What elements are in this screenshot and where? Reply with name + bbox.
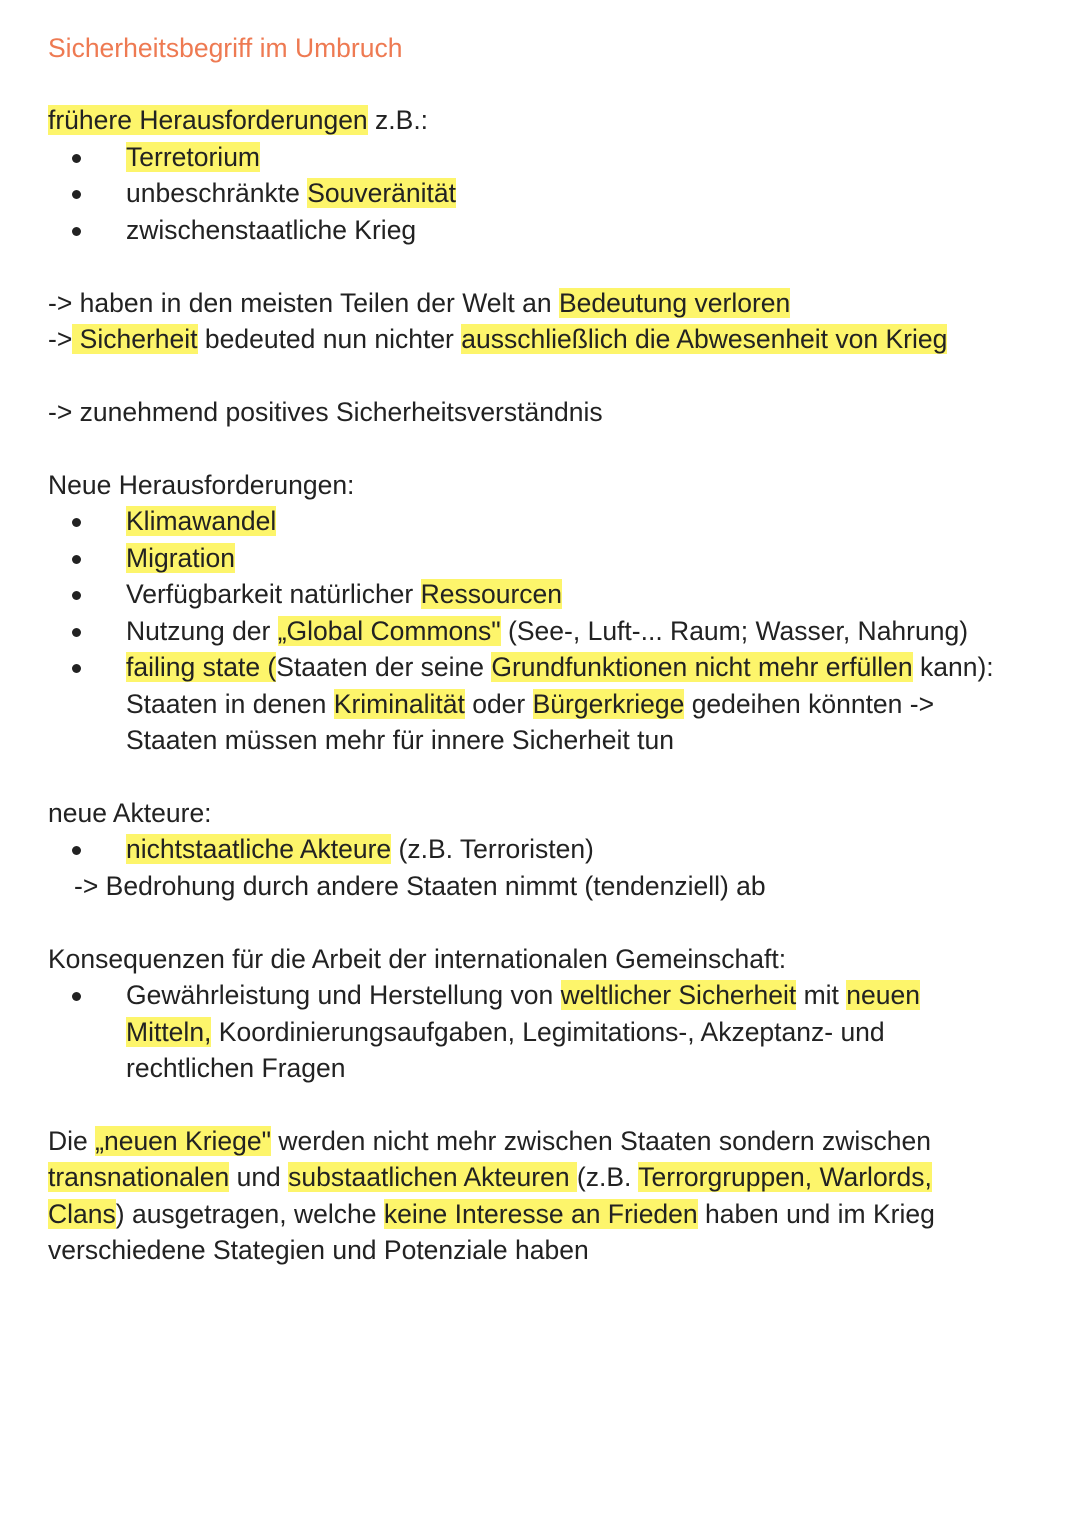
list-item bbox=[126, 139, 260, 175]
text: mit bbox=[796, 980, 847, 1010]
highlight: Clans bbox=[48, 1199, 116, 1229]
bullet-icon bbox=[72, 518, 81, 527]
highlight: Grundfunktionen nicht mehr erfüllen bbox=[491, 652, 913, 682]
text: Nutzung der bbox=[126, 616, 278, 646]
highlight: failing state ( bbox=[126, 652, 277, 682]
section-heading-neue-herausforderungen: Neue Herausforderungen: bbox=[48, 470, 355, 500]
text: Verfügbarkeit natürlicher bbox=[126, 579, 421, 609]
list-item bbox=[126, 540, 235, 576]
list-item bbox=[126, 649, 994, 685]
list-item-continuation bbox=[126, 1014, 885, 1050]
list-item bbox=[126, 977, 920, 1013]
text: -> haben in den meisten Teilen der Welt an bbox=[48, 288, 559, 318]
text: -> bbox=[48, 324, 73, 354]
list-item bbox=[126, 831, 594, 867]
highlight: Bedeutung verloren bbox=[558, 288, 791, 318]
list-item-continuation bbox=[126, 1050, 345, 1086]
paragraph-line bbox=[48, 1232, 589, 1268]
bullet-icon bbox=[72, 227, 81, 236]
bullet-icon bbox=[72, 628, 81, 637]
bullet-icon bbox=[72, 190, 81, 199]
text: ) ausgetragen, welche bbox=[115, 1199, 384, 1229]
highlight: Terrorgruppen, Warlords, bbox=[638, 1162, 932, 1192]
text: Staaten müssen mehr für innere Sicherheit tun bbox=[126, 725, 674, 755]
text: Staaten in denen bbox=[126, 689, 334, 719]
text: kann): bbox=[912, 652, 994, 682]
text: oder bbox=[464, 689, 533, 719]
bullet-icon bbox=[72, 591, 81, 600]
text: (z.B. Terroristen) bbox=[391, 834, 594, 864]
bullet-icon bbox=[72, 664, 81, 673]
paragraph-line bbox=[48, 1159, 932, 1195]
bullet-icon bbox=[72, 846, 81, 855]
arrow-line bbox=[48, 321, 947, 357]
highlight: weltlicher Sicherheit bbox=[560, 980, 797, 1010]
text: haben und im Krieg bbox=[697, 1199, 935, 1229]
highlight: transnationalen bbox=[48, 1162, 230, 1192]
bullet-icon bbox=[72, 992, 81, 1001]
text: gedeihen könnten -> bbox=[684, 689, 935, 719]
list-item-continuation bbox=[126, 722, 674, 758]
text: (z.B. bbox=[576, 1162, 639, 1192]
section-heading-neue-akteure: neue Akteure: bbox=[48, 798, 212, 828]
arrow-line bbox=[48, 394, 603, 430]
highlight: Souveränität bbox=[307, 178, 457, 208]
text: (See-, Luft-... Raum; Wasser, Nahrung) bbox=[500, 616, 969, 646]
text: Die bbox=[48, 1126, 96, 1156]
text: bedeuted nun nichter bbox=[197, 324, 462, 354]
page-title: Sicherheitsbegriff im Umbruch bbox=[48, 33, 403, 63]
list-item bbox=[126, 613, 968, 649]
list-item bbox=[126, 576, 562, 612]
highlight: substaatlichen Akteuren bbox=[288, 1162, 577, 1192]
list-item bbox=[126, 503, 276, 539]
text: unbeschränkte bbox=[126, 178, 308, 208]
section-heading-fruehere bbox=[48, 102, 428, 138]
arrow-line bbox=[48, 285, 790, 321]
text: z.B.: bbox=[367, 105, 429, 135]
bullet-icon bbox=[72, 154, 81, 163]
highlight: Migration bbox=[126, 543, 235, 573]
highlight: frühere Herausforderungen bbox=[48, 105, 368, 135]
highlight: Terretorium bbox=[126, 142, 261, 172]
highlight: neuen bbox=[846, 980, 920, 1010]
list-item bbox=[126, 175, 456, 211]
list-item-continuation bbox=[126, 686, 934, 722]
highlight: Mitteln, bbox=[126, 1017, 212, 1047]
text: Staaten der seine bbox=[276, 652, 492, 682]
highlight: Bürgerkriege bbox=[532, 689, 685, 719]
highlight: Klimawandel bbox=[126, 506, 277, 536]
text: Gewährleistung und Herstellung von bbox=[126, 980, 561, 1010]
text: und bbox=[229, 1162, 289, 1192]
section-heading-konsequenzen: Konsequenzen für die Arbeit der internationalen Gemeinschaft: bbox=[48, 944, 787, 974]
paragraph-line bbox=[48, 1123, 931, 1159]
highlight: Ressourcen bbox=[420, 579, 563, 609]
highlight: nichtstaatliche Akteure bbox=[126, 834, 392, 864]
highlight: „neuen Kriege" bbox=[95, 1126, 272, 1156]
text: rechtlichen Fragen bbox=[126, 1053, 346, 1083]
arrow-line: -> Bedrohung durch andere Staaten nimmt (tendenziell) ab bbox=[74, 871, 766, 901]
list-item bbox=[126, 212, 416, 248]
bullet-icon bbox=[72, 555, 81, 564]
text: zwischenstaatliche Krieg bbox=[126, 215, 417, 245]
highlight: ausschließlich die Abwesenheit von Krieg bbox=[461, 324, 948, 354]
text: werden nicht mehr zwischen Staaten sondern zwischen bbox=[271, 1126, 931, 1156]
highlight: Kriminalität bbox=[333, 689, 465, 719]
text: verschiedene Stategien und Potenziale haben bbox=[48, 1235, 589, 1265]
text: Koordinierungsaufgaben, Legimitations-, Akzeptanz- und bbox=[211, 1017, 885, 1047]
highlight: Sicherheit bbox=[72, 324, 198, 354]
text: -> zunehmend positives Sicherheitsverständnis bbox=[48, 397, 603, 427]
highlight: „Global Commons" bbox=[277, 616, 501, 646]
paragraph-line bbox=[48, 1196, 935, 1232]
highlight: keine Interesse an Frieden bbox=[383, 1199, 698, 1229]
